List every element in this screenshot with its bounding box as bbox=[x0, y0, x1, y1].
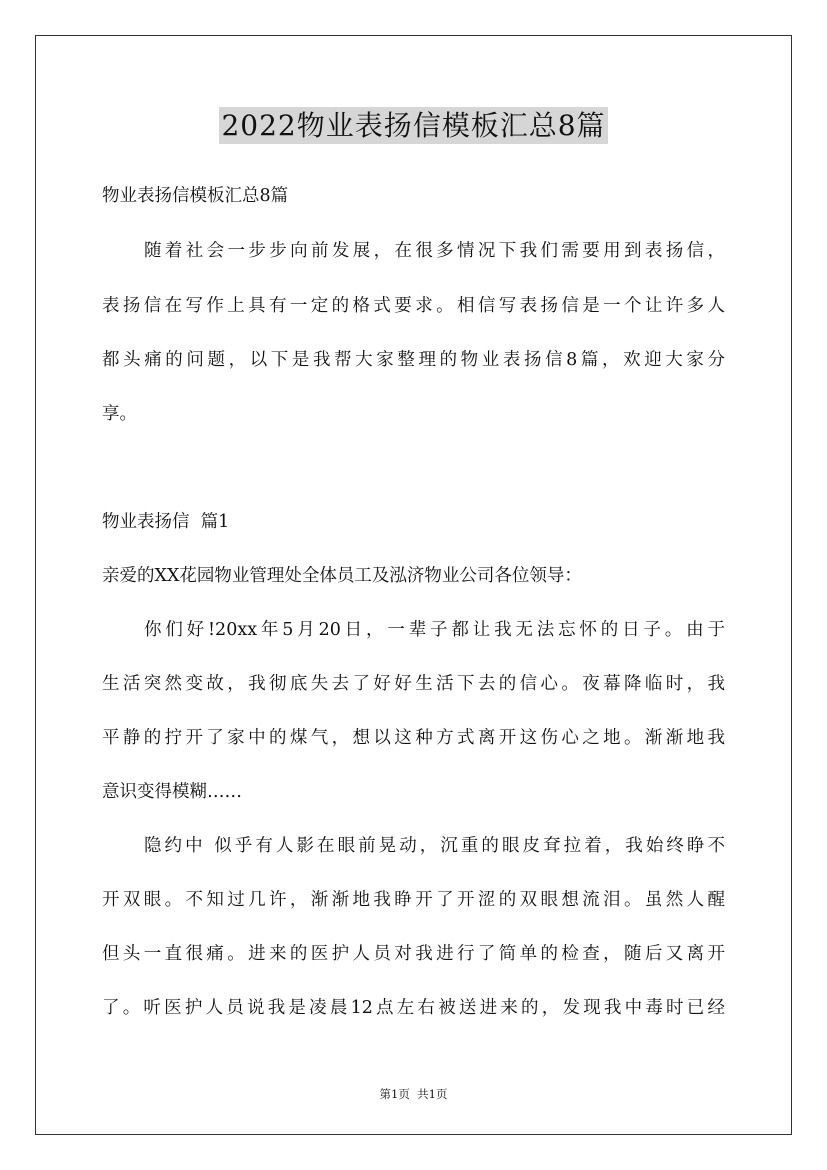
page-footer: 第1页 共1页 bbox=[379, 1087, 448, 1101]
para2-line-3: 但头一直很痛。进来的医护人员对我进行了简单的检查，随后又离开 bbox=[102, 944, 725, 964]
document-title: 2022物业表扬信模板汇总8篇 bbox=[221, 109, 606, 142]
para1-line-1: 你们好!20xx年5月20日，一辈子都让我无法忘怀的日子。由于 bbox=[144, 620, 725, 640]
para2-line-1: 隐约中 似乎有人影在眼前晃动，沉重的眼皮耷拉着，我始终睁不 bbox=[144, 836, 725, 856]
section-heading: 物业表扬信 篇1 bbox=[102, 512, 230, 532]
salutation: 亲爱的XX花园物业管理处全体员工及泓济物业公司各位领导： bbox=[102, 566, 582, 586]
document-title-wrap bbox=[0, 104, 827, 144]
intro-line-3: 都头痛的问题，以下是我帮大家整理的物业表扬信8篇，欢迎大家分 bbox=[102, 350, 725, 370]
para1-line-2: 生活突然变故，我彻底失去了好好生活下去的信心。夜幕降临时，我 bbox=[102, 674, 725, 694]
intro-line-1: 随着社会一步步向前发展，在很多情况下我们需要用到表扬信， bbox=[144, 241, 725, 261]
para1-line-3: 平静的拧开了家中的煤气，想以这种方式离开这伤心之地。渐渐地我 bbox=[102, 728, 725, 748]
para2-line-2: 开双眼。不知过几许，渐渐地我睁开了开涩的双眼想流泪。虽然人醒 bbox=[102, 890, 725, 910]
intro-line-2: 表扬信在写作上具有一定的格式要求。相信写表扬信是一个让许多人 bbox=[102, 296, 725, 316]
intro-line-4: 享。 bbox=[102, 404, 137, 424]
subtitle: 物业表扬信模板汇总8篇 bbox=[102, 186, 289, 206]
para1-line-4: 意识变得模糊…… bbox=[102, 782, 242, 802]
para2-line-4: 了。听医护人员说我是凌晨12点左右被送进来的，发现我中毒时已经 bbox=[102, 998, 725, 1018]
